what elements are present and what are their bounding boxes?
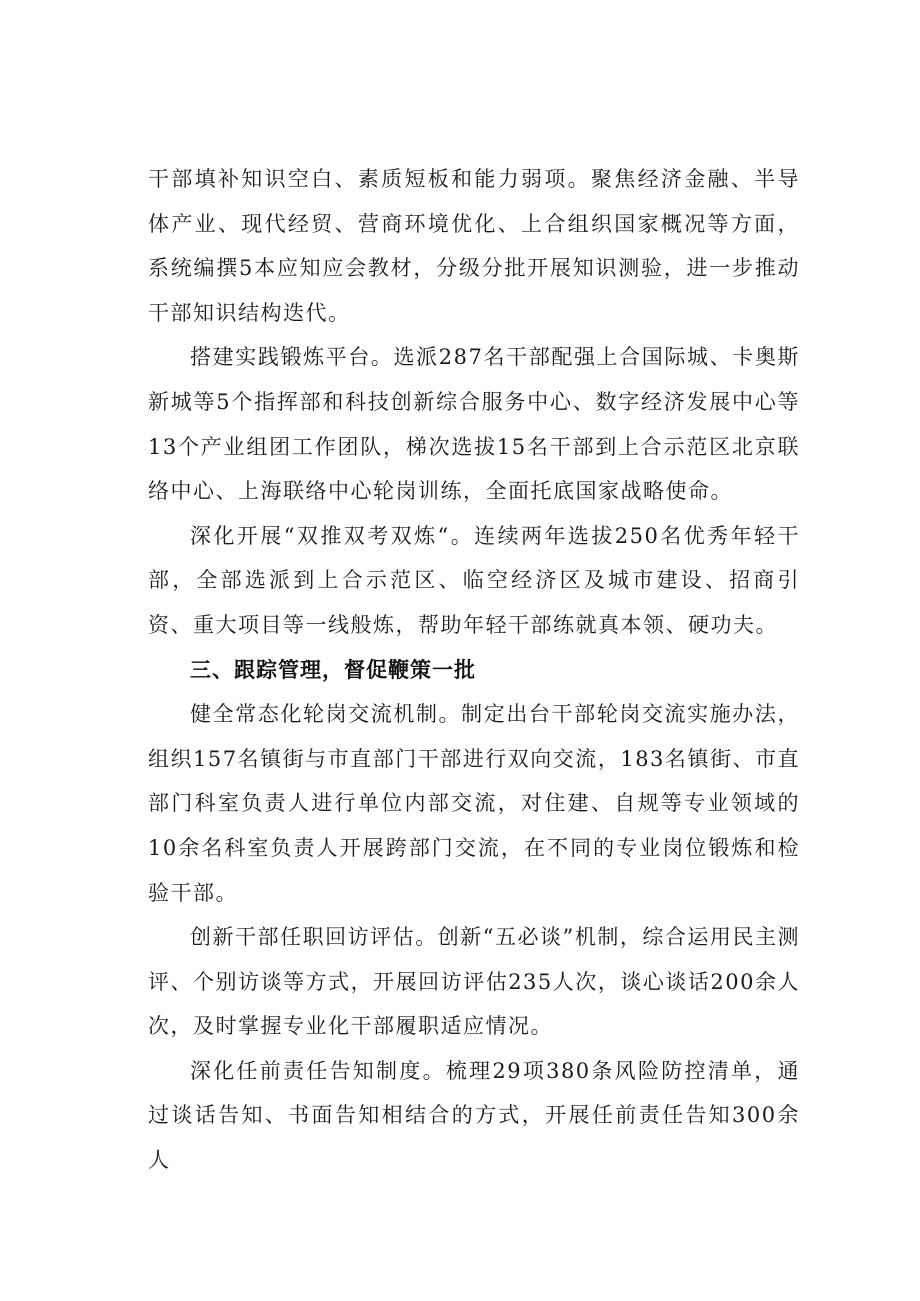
paragraph-double-campaign: 深化开展“双推双考双炼“。连续两年选拔250名优秀年轻干部，全部选派到上合示范区、临空经济区及城市建设、招商引资、重大项目等一线般炼，帮助年轻干部练就真本领、硬功夫。: [148, 523, 800, 637]
document-body: [148, 157, 800, 1183]
paragraph-cadre-knowledge: 干部填补知识空白、素质短板和能力弱项。聚焦经济金融、半导体产业、现代经贸、营商环境优化、上合组织国家概况等方面，系统编撰5本应知应会教材，分级分批开展知识测验，进一步推动干部知识结构迭代。: [148, 167, 800, 325]
section-heading-three: 三、跟踪管理，督促鞭策一批: [190, 657, 476, 682]
paragraph-revisit-evaluation: 创新干部任职回访评估。创新“五必谈”机制，综合运用民主测评、个别访谈等方式，开展回访评估235人次，谈心谈话200余人次，及时掌握专业化干部履职适应情况。: [148, 925, 800, 1039]
paragraph-rotation-mechanism: 健全常态化轮岗交流机制。制定出台干部轮岗交流实施办法，组织157名镇街与市直部门干部进行双向交流，183名镇街、市直部门科室负责人进行单位内部交流，对住建、自规等专业领域的10余名科室负责人开展跨部门交流，在不同的专业岗位锻炼和检验干部。: [148, 702, 800, 905]
paragraph-practice-platform: 搭建实践锻炼平台。选派287名干部配强上合国际城、卡奥斯新城等5个指挥部和科技创新综合服务中心、数字经济发展中心等13个产业组团工作团队，梯次选拔15名干部到上合示范区北京联络中心、上海联络中心轮岗训练，全面托底国家战略使命。: [148, 345, 800, 504]
paragraph-pre-appointment-notice: 深化任前责任告知制度。梳理29项380条风险防控清单，通过谈话告知、书面告知相结合的方式，开展任前责任告知300余人: [148, 1058, 800, 1173]
